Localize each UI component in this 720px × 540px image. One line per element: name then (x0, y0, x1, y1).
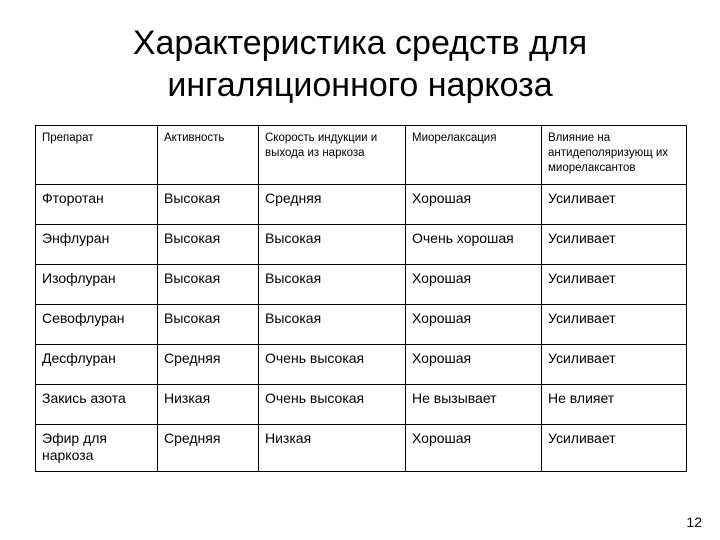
table-cell: Очень хорошая (406, 225, 542, 265)
table-row (36, 305, 687, 345)
page-number: 12 (686, 514, 702, 530)
slide-title-line-2: ингаляционного наркоза (167, 66, 553, 104)
table-cell: Высокая (259, 305, 406, 345)
table-cell: Не вызывает (406, 385, 542, 425)
drug-name-cell: Севофлуран (36, 305, 158, 345)
table-cell: Высокая (158, 185, 259, 225)
table-cell: Усиливает (542, 265, 687, 305)
table-cell: Хорошая (406, 185, 542, 225)
table-cell: Усиливает (542, 185, 687, 225)
table-row (36, 425, 687, 472)
table-row (36, 185, 687, 225)
table-cell: Низкая (158, 385, 259, 425)
table-cell: Средняя (259, 185, 406, 225)
drug-name-cell: Эфир для наркоза (36, 425, 158, 472)
table-row (36, 265, 687, 305)
table-cell: Усиливает (542, 305, 687, 345)
table-cell: Хорошая (406, 345, 542, 385)
table-header-row (36, 126, 687, 185)
table-cell: Высокая (158, 225, 259, 265)
table-cell: Очень высокая (259, 385, 406, 425)
drug-name-cell: Изофлуран (36, 265, 158, 305)
table-cell: Высокая (259, 265, 406, 305)
table-cell: Хорошая (406, 305, 542, 345)
table-cell: Средняя (158, 425, 259, 472)
table-cell: Высокая (158, 305, 259, 345)
table-cell: Усиливает (542, 225, 687, 265)
column-header: Препарат (36, 126, 158, 185)
column-header: Миорелаксация (406, 126, 542, 185)
table-cell: Хорошая (406, 265, 542, 305)
anesthetics-table (35, 125, 687, 472)
drug-name-cell: Закись азота (36, 385, 158, 425)
table-cell: Низкая (259, 425, 406, 472)
table-cell: Высокая (158, 265, 259, 305)
table-row (36, 225, 687, 265)
table-row (36, 385, 687, 425)
slide-title (0, 22, 720, 106)
drug-name-cell: Десфлуран (36, 345, 158, 385)
table-cell: Высокая (259, 225, 406, 265)
table-cell: Усиливает (542, 425, 687, 472)
drug-name-cell: Фторотан (36, 185, 158, 225)
slide-title-line-1: Характеристика средств для (132, 24, 588, 62)
table-cell: Хорошая (406, 425, 542, 472)
table-cell: Средняя (158, 345, 259, 385)
column-header: Скорость индукции и выхода из наркоза (259, 126, 406, 185)
table-cell: Усиливает (542, 345, 687, 385)
drug-name-cell: Энфлуран (36, 225, 158, 265)
column-header: Влияние на антидеполяризующ их миорелаксантов (542, 126, 687, 185)
table-cell: Не влияет (542, 385, 687, 425)
table-row (36, 345, 687, 385)
column-header: Активность (158, 126, 259, 185)
table-cell: Очень высокая (259, 345, 406, 385)
